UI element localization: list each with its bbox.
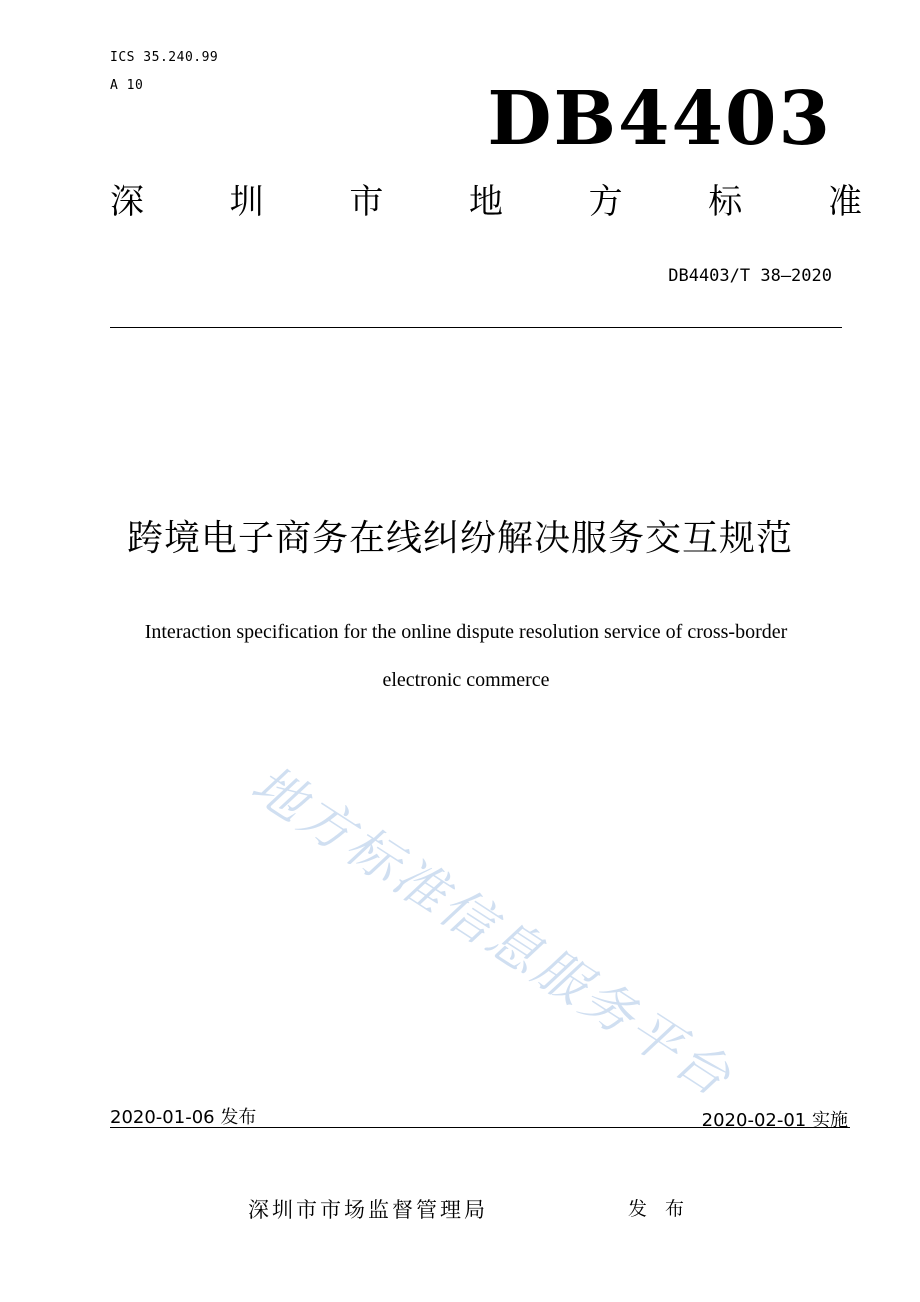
standard-code-heading: DB4403 <box>487 76 832 162</box>
standard-number: DB4403/T 38—2020 <box>668 266 832 286</box>
english-title-line: electronic commerce <box>382 669 550 691</box>
category-char: 方 <box>588 182 623 222</box>
category-char: 深 <box>110 182 144 222</box>
header-divider <box>110 327 842 328</box>
watermark: 地方标准信息服务平台 <box>240 754 744 1110</box>
ics-code: ICS 35.240.99 <box>110 50 219 65</box>
category-char: 准 <box>827 182 862 222</box>
issue-date: 2020-01-06 发布 <box>110 1107 257 1128</box>
implementation-date: 2020-02-01 实施 <box>701 1110 848 1131</box>
classification-code: A 10 <box>110 78 144 93</box>
english-title-line: Interaction specification for the online dispute resolution service of cross-border <box>144 621 788 643</box>
issuing-authority: 深圳市市场监督管理局 <box>248 1198 488 1222</box>
category-char: 圳 <box>229 182 264 222</box>
category-char: 地 <box>468 182 503 222</box>
document-title-english <box>80 608 852 704</box>
standard-category <box>110 180 862 224</box>
issuing-action: 发 布 <box>628 1198 691 1220</box>
footer-divider <box>110 1127 850 1128</box>
category-char: 标 <box>708 182 743 222</box>
document-title-chinese: 跨境电子商务在线纠纷解决服务交互规范 <box>126 518 793 559</box>
category-char: 市 <box>349 182 384 222</box>
